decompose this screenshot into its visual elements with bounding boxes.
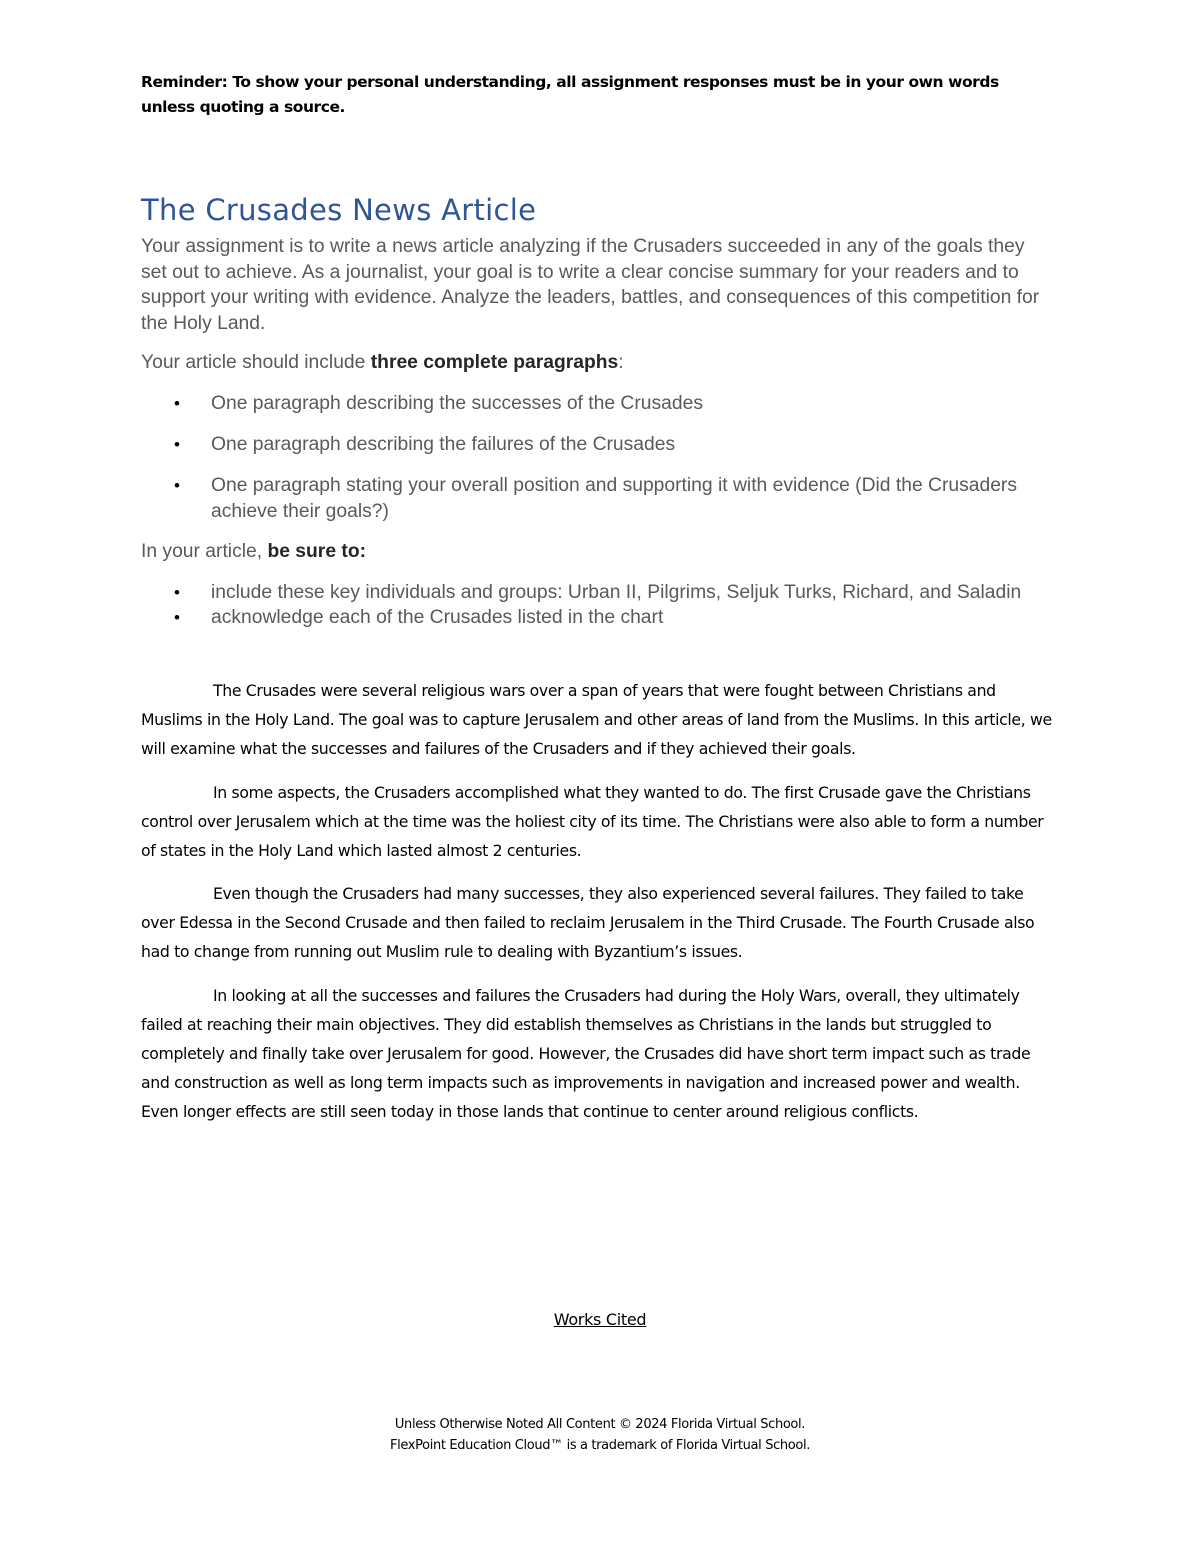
reminder-label: Reminder:	[141, 73, 228, 91]
list-item	[141, 432, 1056, 458]
bullet-icon: •	[174, 394, 180, 413]
reminder-text: To show your personal understanding, all assignment responses must be in your own words unless quoting a source.	[141, 73, 999, 116]
footer-trademark: FlexPoint Education Cloud™ is a trademark of Florida Virtual School.	[389, 1438, 811, 1453]
be-sure-list	[141, 580, 1056, 631]
requirement-tail: :	[618, 352, 624, 373]
article-paragraph-intro: The Crusades were several religious wars over a span of years that were fought between Christians and Muslims in the Holy Land. The goal was to capture Jerusalem and other areas of land from the Muslims. In this article, we will examine what the successes and failures of the Crusaders and if they achieved their goals.	[141, 681, 1052, 758]
instructions-intro: Your assignment is to write a news article analyzing if the Crusaders succeeded in any of the goals they set out to achieve. As a journalist, your goal is to write a clear concise summary for your readers and to support your writing with evidence. Analyze the leaders, battles, and consequences of this competition for the Holy Land.	[141, 236, 1040, 334]
list-item-text: One paragraph describing the failures of the Crusades	[211, 434, 676, 455]
be-sure-lead-text: In your article,	[141, 541, 268, 562]
student-article	[141, 676, 1061, 1140]
bullet-icon: •	[174, 582, 180, 602]
footer-copyright: Unless Otherwise Noted All Content © 2024 Florida Virtual School.	[394, 1417, 806, 1432]
list-item-text: include these key individuals and groups: Urban II, Pilgrims, Seljuk Turks, Richard, and Saladin	[211, 581, 1022, 603]
be-sure-lead	[141, 539, 1056, 565]
article-paragraph-failures: Even though the Crusaders had many successes, they also experienced several failures. They failed to take over Edessa in the Second Crusade and then failed to reclaim Jerusalem in the Third Crusade. The Fourth Crusade also had to change from running out Muslim rule to dealing with Byzantium’s issues.	[141, 884, 1035, 961]
assignment-instructions	[141, 234, 1056, 631]
be-sure-bold: be sure to:	[267, 541, 367, 562]
list-item	[141, 580, 1056, 606]
paragraph-requirements-list	[141, 391, 1056, 524]
page-footer	[141, 1414, 1059, 1456]
bullet-icon: •	[174, 608, 180, 627]
list-item-text: One paragraph describing the successes of the Crusades	[211, 393, 703, 414]
bullet-icon: •	[174, 435, 180, 454]
requirement-bold: three complete paragraphs	[370, 352, 619, 373]
list-item	[141, 473, 1056, 524]
reminder-note	[141, 70, 1051, 120]
list-item	[141, 605, 1056, 631]
requirement-lead-text: Your article should include	[141, 352, 371, 373]
list-item	[141, 391, 1056, 417]
works-cited-heading: Works Cited	[553, 1310, 647, 1329]
requirement-lead	[141, 350, 1056, 376]
list-item-text: One paragraph stating your overall position and supporting it with evidence (Did the Crusaders achieve their goals?)	[211, 475, 1017, 522]
page-title: The Crusades News Article	[141, 193, 537, 227]
article-paragraph-successes: In some aspects, the Crusaders accomplished what they wanted to do. The first Crusade gave the Christians control over Jerusalem which at the time was the holiest city of its time. The Christians were also able to form a number of states in the Holy Land which lasted almost 2 centuries.	[141, 782, 1044, 860]
bullet-icon: •	[174, 476, 180, 495]
article-paragraph-conclusion: In looking at all the successes and failures the Crusaders had during the Holy Wars, overall, they ultimately failed at reaching their main objectives. They did establish themselves as Christians in the lands but struggled to completely and finally take over Jerusalem for good. However, the Crusades did have short term impact such as trade and construction as well as long term impacts such as improvements in navigation and increased power and wealth. Even longer effects are still seen today in those lands that continue to center around religious conflicts.	[141, 985, 1031, 1121]
list-item-text: acknowledge each of the Crusades listed in the chart	[211, 607, 664, 628]
